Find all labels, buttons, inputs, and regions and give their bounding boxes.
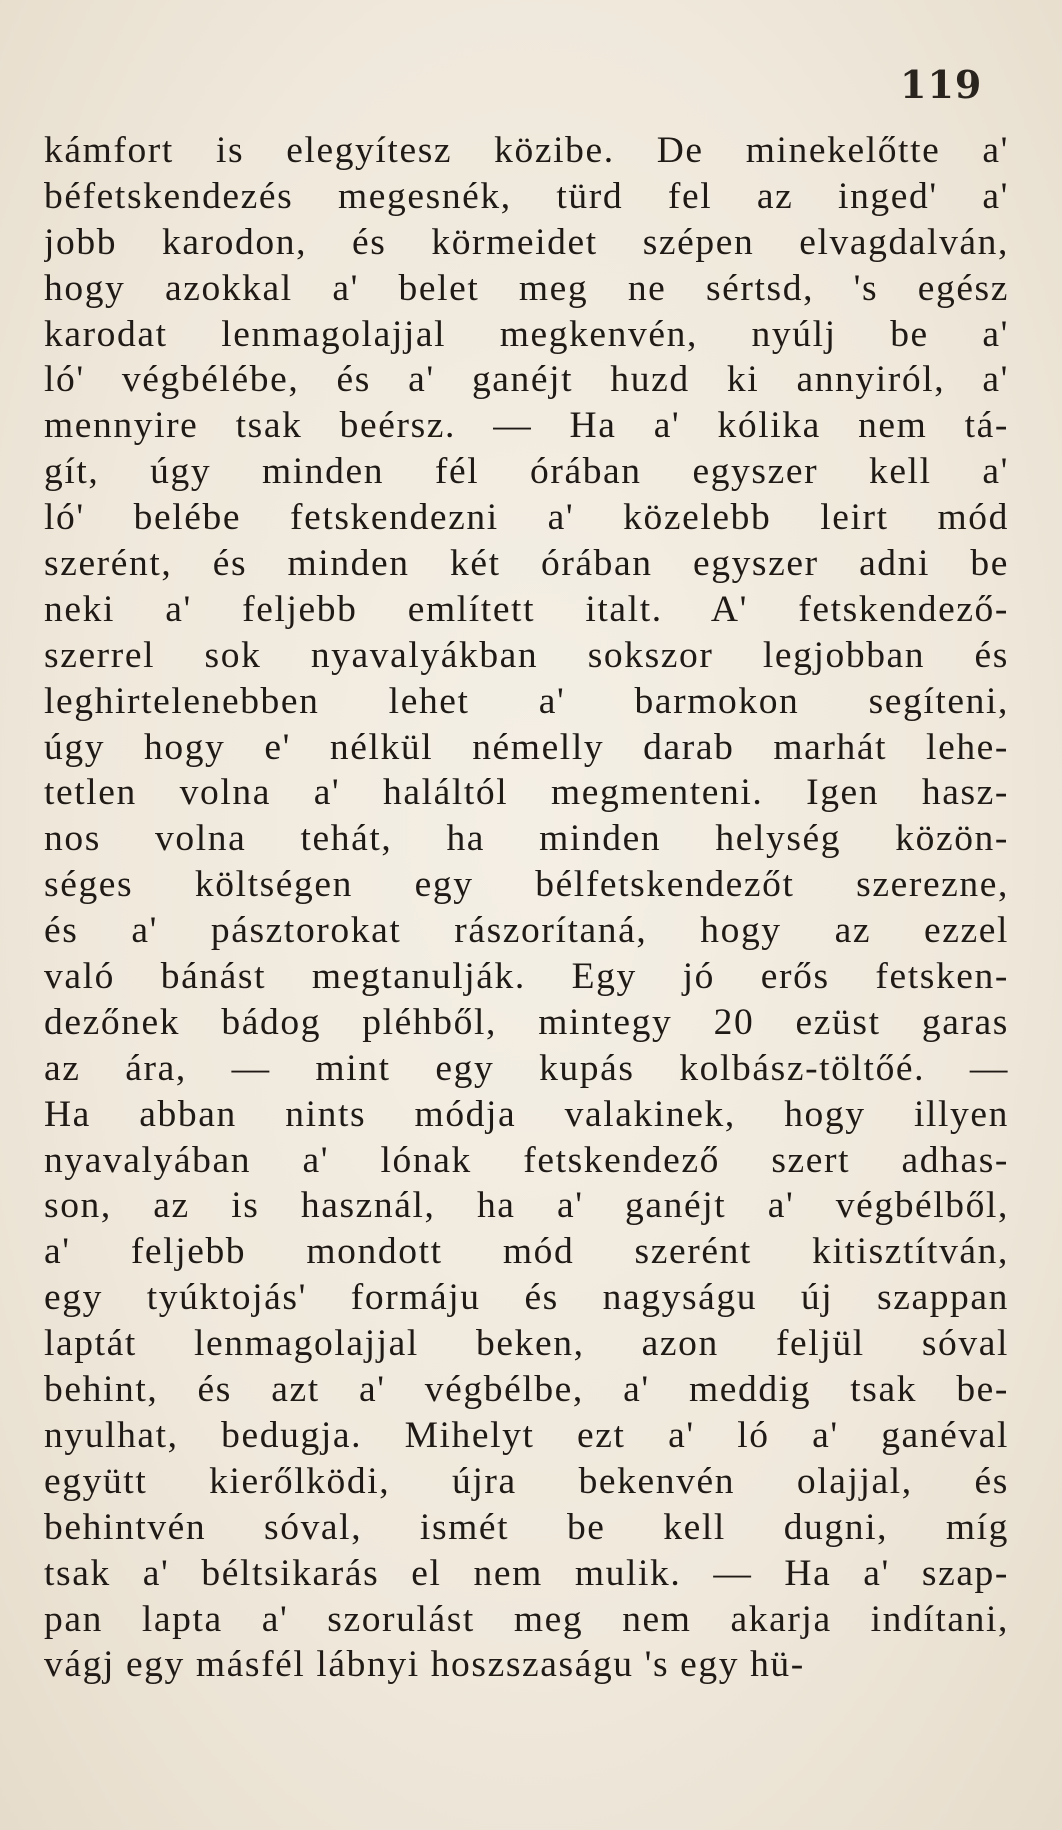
text-line: a' feljebb mondott mód szerént kitisztítván, — [44, 1231, 1009, 1273]
page-number: 119 — [900, 62, 983, 107]
text-line: nyavalyában a' lónak fetskendező szert adhas- — [44, 1139, 1009, 1181]
text-line: az ára, — mint egy kupás kolbász-töltőé. — — [44, 1047, 1009, 1089]
text-line: Ha abban nints módja valakinek, hogy illyen — [44, 1093, 1009, 1135]
text-line: gít, úgy minden fél órában egyszer kell a' — [44, 451, 1009, 493]
text-line: behint, és azt a' végbélbe, a' meddig tsak be- — [44, 1369, 1009, 1411]
body-text — [44, 128, 1009, 1688]
text-line: hogy azokkal a' belet meg ne sértsd, 's egész — [44, 267, 1009, 309]
text-line: béfetskendezés megesnék, türd fel az inged' a' — [44, 175, 1009, 217]
text-line: pan lapta a' szorulást meg nem akarja indítani, — [44, 1598, 1009, 1640]
text-line: ló' belébe fetskendezni a' közelebb leirt mód — [44, 497, 1009, 539]
text-line: dezőnek bádog pléhből, mintegy 20 ezüst garas — [44, 1001, 1009, 1043]
text-line: karodat lenmagolajjal megkenvén, nyúlj be a' — [44, 313, 1009, 355]
text-line: laptát lenmagolajjal beken, azon feljül sóval — [44, 1323, 1009, 1365]
text-line: szerént, és minden két órában egyszer adni be — [44, 543, 1009, 585]
text-line: és a' pásztorokat rászorítaná, hogy az ezzel — [44, 910, 1009, 952]
text-line: jobb karodon, és körmeidet szépen elvagdalván, — [44, 221, 1009, 263]
text-line: son, az is használ, ha a' ganéjt a' végbélből, — [44, 1185, 1009, 1227]
text-line: egy tyúktojás' formáju és nagyságu új szappan — [44, 1277, 1009, 1319]
text-line: leghirtelenebben lehet a' barmokon segíteni, — [44, 680, 1009, 722]
text-line: vágj egy másfél lábnyi hoszszaságu 's egy hü- — [44, 1644, 805, 1686]
text-line: neki a' feljebb említett italt. A' fetskendező- — [44, 588, 1009, 630]
text-line: együtt kierőlködi, újra bekenvén olajjal, és — [44, 1460, 1009, 1502]
text-line: úgy hogy e' nélkül némelly darab marhát lehe- — [44, 726, 1009, 768]
text-line: tetlen volna a' haláltól megmenteni. Igen hasz- — [44, 772, 1009, 814]
text-line: ló' végbélébe, és a' ganéjt huzd ki annyiról, a' — [44, 359, 1009, 401]
text-line: nos volna tehát, ha minden helység közön- — [44, 818, 1009, 860]
text-line: való bánást megtanulják. Egy jó erős fetsken- — [44, 956, 1009, 998]
text-line: nyulhat, bedugja. Mihelyt ezt a' ló a' ganéval — [44, 1414, 1009, 1456]
text-line: behintvén sóval, ismét be kell dugni, míg — [44, 1506, 1009, 1548]
text-line: tsak a' béltsikarás el nem mulik. — Ha a' szap- — [44, 1552, 1009, 1594]
text-line: mennyire tsak beérsz. — Ha a' kólika nem tá- — [44, 405, 1009, 447]
text-line: séges költségen egy bélfetskendezőt szerezne, — [44, 864, 1009, 906]
text-line: szerrel sok nyavalyákban sokszor legjobban és — [44, 634, 1009, 676]
text-line: kámfort is elegyítesz közibe. De minekelőtte a' — [44, 130, 1009, 171]
